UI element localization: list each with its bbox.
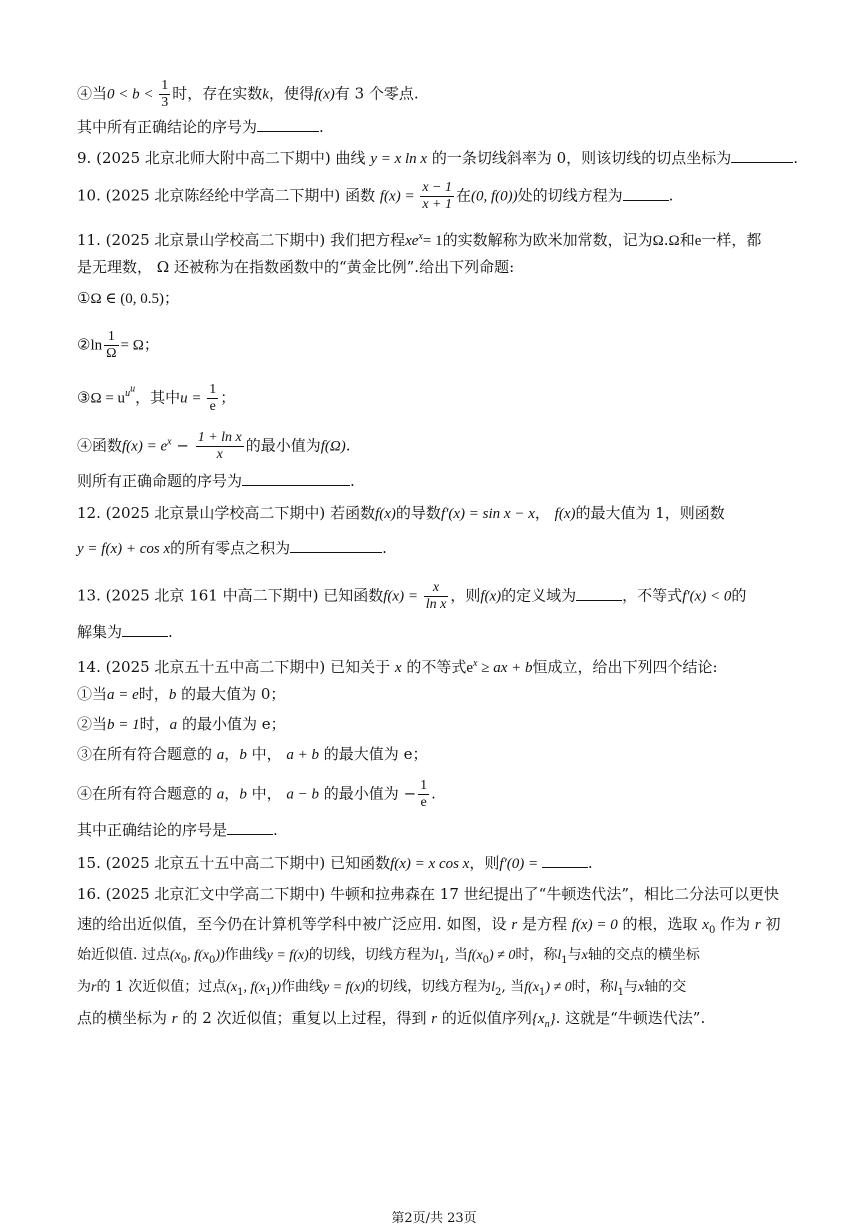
question-10: 10. (2025 北京陈经纶中学高二下期中) 函数 f(x) = $\frac{x - 1}{x + 1}$ 在(0, f(0))处的切线方程为 . [77, 180, 674, 212]
q8-item4: ④当0 < b < $\frac{1}{3}$ 时，存在实数k，使得f(x)有 3 个零点. [77, 78, 419, 110]
question-13-line1: 13. (2025 北京 161 中高二下期中) 已知函数f(x) = $\frac{x}{\text{ln x}}$ ，则f(x)的定义域为 ，不等式f′(x) < 0的 [77, 580, 747, 612]
answer-blank [290, 538, 382, 553]
answer-blank [576, 586, 622, 601]
q11-answer-line: 则所有正确命题的序号为 . [77, 472, 355, 490]
q11-item4: ④函数$f(x) = e^x$ − $\frac{\text{1 + ln x}}{x}$ 的最小值为f(Ω). [77, 430, 351, 462]
question-12-line2: y = f(x) + cos x的所有零点之积为 . [77, 539, 387, 557]
fraction: $\frac{x}{\text{ln x}}$ [425, 580, 447, 612]
q11-item1: ①Ω ∈ (0, 0.5)； [77, 289, 179, 307]
q14-item4: ④在所有符合题意的 a，b 中， a − b 的最小值为 − $\frac{1}{e}$ . [77, 778, 436, 810]
question-9: 9. (2025 北京北师大附中高二下期中) 曲线 y = x ln x 的一条切线斜率为 0，则该切线的切点坐标为 . [77, 149, 798, 167]
q14-item1: ①当a = e时，b 的最大值为 0； [77, 685, 286, 703]
q11-item2: ②ln $\frac{1}{\Omega}$ = Ω； [77, 329, 159, 361]
answer-blank [731, 148, 793, 163]
question-14: 14. (2025 北京五十五中高二下期中) 已知关于 x 的不等式$e^x$ ≥ ax + b恒成立，给出下列四个结论: [77, 658, 718, 676]
fraction: $\frac{1}{3}$ [161, 78, 169, 110]
question-16-line4: 为r的 1 次近似值；过点($x_1$, $f(x_1)$)作曲线y = f(x)的切线，切线方程为$l_2$, 当$f(x_1) \ne 0$时，称$l_1$与x轴的交 [77, 979, 687, 998]
page-footer: 第2页/共 23页 [391, 1211, 477, 1226]
question-12-line1: 12. (2025 北京景山学校高二下期中) 若函数f(x)的导数f′(x) = sin x − x， f(x)的最大值为 1，则函数 [77, 504, 725, 522]
q8-answer-line: 其中所有正确结论的序号为 . [77, 118, 324, 136]
question-16-line2: 速的给出近似值，至今仍在计算机等学科中被广泛应用. 如图，设 r 是方程 f(x) = 0 的根，选取 $x_0$ 作为 r 初 [77, 915, 781, 936]
question-11-line2: 是无理数， Ω 还被称为在指数函数中的“黄金比例”.给出下列命题: [77, 258, 515, 276]
answer-blank [257, 117, 319, 132]
question-16-line5: 点的横坐标为 r 的 2 次近似值；重复以上过程，得到 r 的近似值序列$\{x_n\}$. 这就是“牛顿迭代法”. [77, 1009, 706, 1030]
question-13-line2: 解集为 . [77, 623, 173, 641]
fraction: $\frac{1}{\Omega}$ [106, 329, 117, 361]
answer-blank [542, 853, 588, 868]
question-16-line1: 16. (2025 北京汇文中学高二下期中) 牛顿和拉弗森在 17 世纪提出了“牛顿迭代法”，相比二分法可以更快 [77, 885, 780, 903]
answer-blank [623, 186, 669, 201]
answer-blank [227, 820, 273, 835]
q14-item2: ②当b = 1时，a 的最小值为 e； [77, 715, 286, 733]
question-11-line1: 11. (2025 北京景山学校高二下期中) 我们把方程$xe^x= 1$的实数解称为欧米加常数，记为Ω.Ω和e一样，都 [77, 231, 762, 249]
question-15: 15. (2025 北京五十五中高二下期中) 已知函数f(x) = x cos x，则f′(0) = . [77, 854, 593, 872]
q14-answer-line: 其中正确结论的序号是 . [77, 821, 278, 839]
fraction: $\frac{1}{e}$ [209, 381, 217, 414]
fraction: $\frac{x - 1}{x + 1}$ [422, 180, 452, 212]
answer-blank [242, 471, 350, 486]
q11-item3: ③Ω = $u^{u^u}$，其中u = $\frac{1}{e}$ ； [77, 381, 236, 414]
fraction: $\frac{\text{1 + ln x}}{x}$ [197, 430, 242, 462]
fraction: $\frac{1}{e}$ [420, 778, 428, 810]
question-16-line3: 始近似值. 过点($x_0$, $f(x_0)$)作曲线y = f(x)的切线，切线方程为$l_1$, 当$f(x_0) \ne 0$时，称$l_1$与x轴的交点的横坐标 [77, 947, 700, 966]
answer-blank [122, 622, 168, 637]
q14-item3: ③在所有符合题意的 a，b 中， a + b 的最大值为 e； [77, 745, 428, 763]
